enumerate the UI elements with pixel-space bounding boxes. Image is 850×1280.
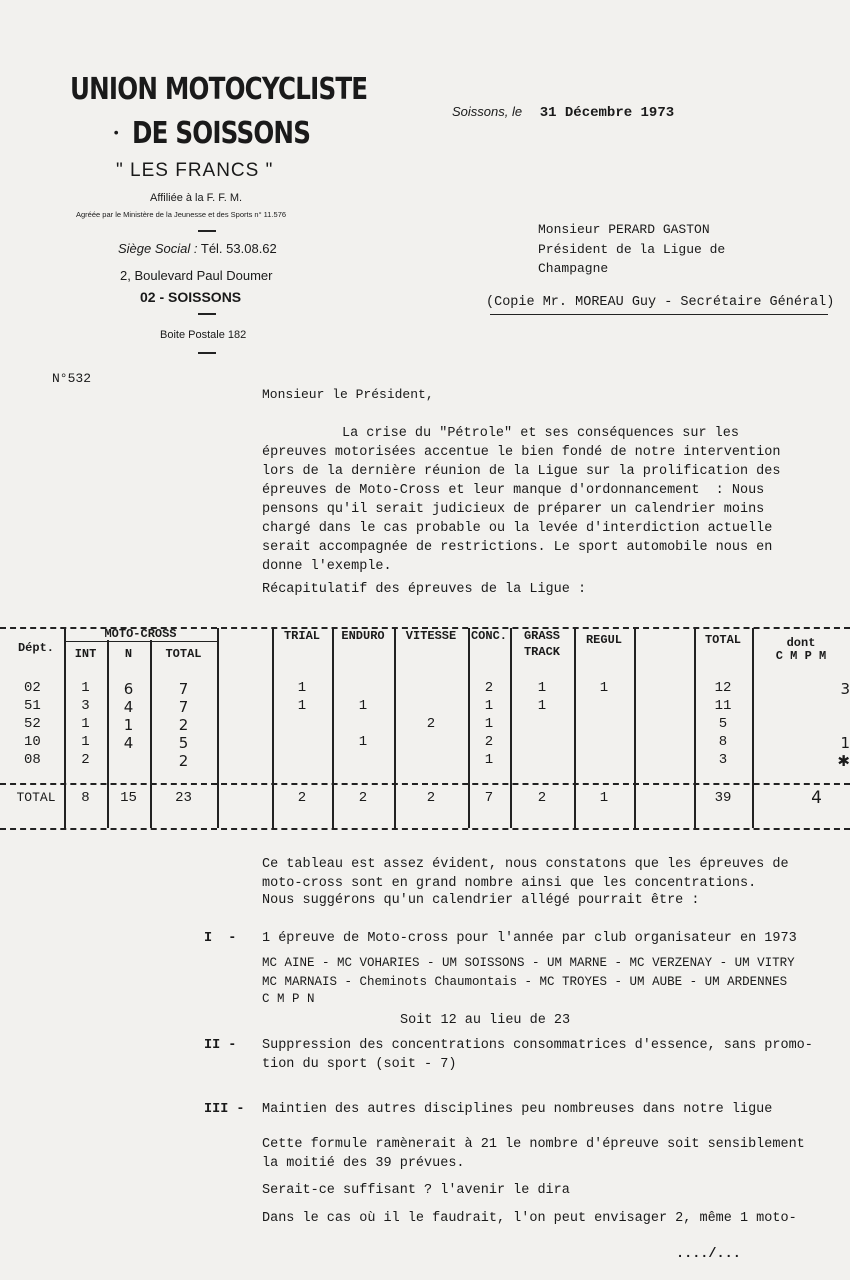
motocross-underline (64, 641, 217, 642)
org-nickname: " LES FRANCS " (116, 160, 274, 181)
cell-regul: 1 (599, 680, 609, 696)
col-line (217, 628, 219, 828)
cell-total2: 3 (718, 752, 728, 768)
closing-line: Dans le cas où il le faudrait, l'on peut envisager 2, même 1 moto- (262, 1211, 797, 1226)
total-label: TOTAL (16, 790, 56, 805)
after-line: moto-cross sont en grand nombre ainsi que les concentrations. (262, 876, 757, 891)
cell-grass: 1 (537, 680, 547, 696)
date-value: 31 Décembre 1973 (539, 105, 675, 121)
city: 02 - SOISSONS (140, 289, 242, 305)
cell-total: 2 (178, 752, 189, 770)
cell-conc: 2 (484, 734, 494, 750)
cell-dont: 1 (840, 734, 850, 752)
intro-line: épreuves de Moto-Cross et leur manque d'ordonnancement : Nous (262, 483, 765, 498)
affiliation: Affiliée à la F. F. M. (150, 192, 243, 204)
point-number: I - (204, 931, 237, 946)
cell-trial: 1 (297, 698, 307, 714)
closing-line: Cette formule ramènerait à 21 le nombre d'épreuve soit sensiblement (262, 1137, 805, 1152)
cell-conc: 1 (484, 698, 494, 714)
header-dont: dont (786, 636, 816, 650)
address: 2, Boulevard Paul Doumer (120, 268, 273, 283)
recap-title: Récapitulatif des épreuves de la Ligue : (262, 582, 587, 597)
divider (198, 352, 216, 354)
header-grass: GRASS (523, 629, 560, 643)
header-regul: REGUL (585, 633, 622, 647)
cell-dept: 08 (24, 752, 41, 768)
intro-line: épreuves motorisées accentue le bien fondé de notre intervention (262, 445, 781, 460)
seat-line (118, 241, 277, 256)
closing-line: la moitié des 39 prévues. (262, 1156, 465, 1171)
intro-line: chargé dans le cas probable ou la levée d'interdiction actuelle (262, 521, 773, 536)
total-dont: 4 (811, 788, 822, 808)
intro-line: serait accompagnée de restrictions. Le sport automobile nous en (262, 540, 773, 555)
total-total2: 39 (714, 790, 732, 806)
cell-conc: 2 (484, 680, 494, 696)
cell-total: 7 (178, 680, 189, 698)
col-line (634, 628, 636, 828)
total-enduro: 2 (358, 790, 368, 806)
header-n: N (124, 647, 133, 661)
header-int: INT (74, 647, 97, 661)
bullet-dot: • (112, 126, 121, 142)
point-line: 1 épreuve de Moto-cross pour l'année par club organisateur en 1973 (262, 931, 797, 946)
seat-phone: Tél. 53.08.62 (197, 241, 277, 256)
intro-line: pensons qu'il serait judicieux de préparer un calendrier moins (262, 502, 765, 517)
cell-dept: 51 (24, 698, 41, 714)
point-line: C M P N (262, 992, 315, 1006)
soit-line: Soit 12 au lieu de 23 (400, 1013, 571, 1028)
cell-dont: ✱ (837, 752, 850, 770)
recipient-region: Champagne (538, 261, 609, 276)
header-cmpm: C M P M (775, 649, 827, 663)
cell-total2: 11 (714, 698, 732, 714)
point-number: III - (204, 1102, 245, 1117)
po-box: Boite Postale 182 (160, 329, 247, 341)
cell-int: 1 (81, 734, 90, 750)
table-rule (0, 783, 850, 785)
cell-total: 5 (178, 734, 189, 752)
org-name-line2: DE SOISSONS (132, 116, 311, 151)
cell-trial: 1 (297, 680, 307, 696)
divider (198, 313, 216, 315)
cell-enduro: 1 (358, 734, 368, 750)
seat-label: Siège Social : (118, 241, 198, 256)
copy-underline (490, 314, 828, 315)
total-total: 23 (175, 790, 192, 806)
copy-line: (Copie Mr. MOREAU Guy - Secrétaire Général) (486, 295, 835, 310)
after-line: Nous suggérons qu'un calendrier allégé pourrait être : (262, 893, 700, 908)
point-number: II - (204, 1038, 237, 1053)
header-total2: TOTAL (704, 633, 741, 647)
point-line: MC MARNAIS - Cheminots Chaumontais - MC TROYES - UM AUBE - UM ARDENNES (262, 975, 788, 989)
cell-int: 3 (81, 698, 90, 714)
org-name-line1: UNION MOTOCYCLISTE (70, 72, 368, 107)
cell-total: 2 (178, 716, 189, 734)
cell-n: 4 (123, 734, 134, 752)
header-conc: CONC. (470, 629, 507, 643)
intro-line: La crise du "Pétrole" et ses conséquences sur les (342, 426, 739, 441)
cell-dept: 52 (24, 716, 41, 732)
cell-dont: 3 (840, 680, 850, 698)
cell-total2: 5 (718, 716, 728, 732)
reference-number: N°532 (52, 371, 92, 386)
cell-n: 6 (123, 680, 134, 698)
cell-total2: 8 (718, 734, 728, 750)
table-rule (0, 828, 850, 830)
point-line: tion du sport (soit - 7) (262, 1057, 457, 1072)
point-line: Maintien des autres disciplines peu nombreuses dans notre ligue (262, 1102, 773, 1117)
cell-grass: 1 (537, 698, 547, 714)
continuation-mark: ..../... (676, 1247, 741, 1262)
total-conc: 7 (484, 790, 494, 806)
cell-conc: 1 (484, 752, 494, 768)
total-vitesse: 2 (426, 790, 436, 806)
header-enduro: ENDURO (341, 629, 385, 643)
cell-int: 1 (81, 680, 90, 696)
after-line: Ce tableau est assez évident, nous constatons que les épreuves de (262, 857, 789, 872)
intro-line: donne l'exemple. (262, 559, 392, 574)
date-prefix: Soissons, le (452, 104, 523, 119)
header-track: TRACK (523, 645, 560, 659)
total-n: 15 (120, 790, 137, 806)
cell-int: 2 (81, 752, 90, 768)
point-line: MC AINE - MC VOHARIES - UM SOISSONS - UM MARNE - MC VERZENAY - UM VITRY (262, 956, 795, 970)
cell-vitesse: 2 (426, 716, 436, 732)
header-total: TOTAL (165, 647, 202, 661)
date-line (452, 103, 674, 121)
total-int: 8 (81, 790, 90, 806)
recipient-title: Président de la Ligue de (538, 242, 726, 257)
cell-n: 1 (123, 716, 134, 734)
cell-total2: 12 (714, 680, 732, 696)
cell-int: 1 (81, 716, 90, 732)
cell-conc: 1 (484, 716, 494, 732)
header-trial: TRIAL (283, 629, 320, 643)
agreement: Agréée par le Ministère de la Jeunesse et des Sports n° 11.576 (76, 210, 287, 219)
closing-line: Serait-ce suffisant ? l'avenir le dira (262, 1183, 570, 1198)
recipient-name: Monsieur PERARD GASTON (538, 222, 710, 237)
cell-enduro: 1 (358, 698, 368, 714)
point-line: Suppression des concentrations consommatrices d'essence, sans promo- (262, 1038, 813, 1053)
header-motocross: MOTO-CROSS (104, 627, 177, 641)
header-vitesse: VITESSE (405, 629, 457, 643)
header-dept: Dépt. (17, 641, 54, 655)
divider (198, 230, 216, 232)
cell-n: 4 (123, 698, 134, 716)
cell-total: 7 (178, 698, 189, 716)
total-regul: 1 (599, 790, 609, 806)
salutation: Monsieur le Président, (262, 387, 434, 402)
cell-dept: 10 (24, 734, 41, 750)
total-trial: 2 (297, 790, 307, 806)
intro-line: lors de la dernière réunion de la Ligue sur la prolification des (262, 464, 781, 479)
total-grass: 2 (537, 790, 547, 806)
cell-dept: 02 (24, 680, 41, 696)
